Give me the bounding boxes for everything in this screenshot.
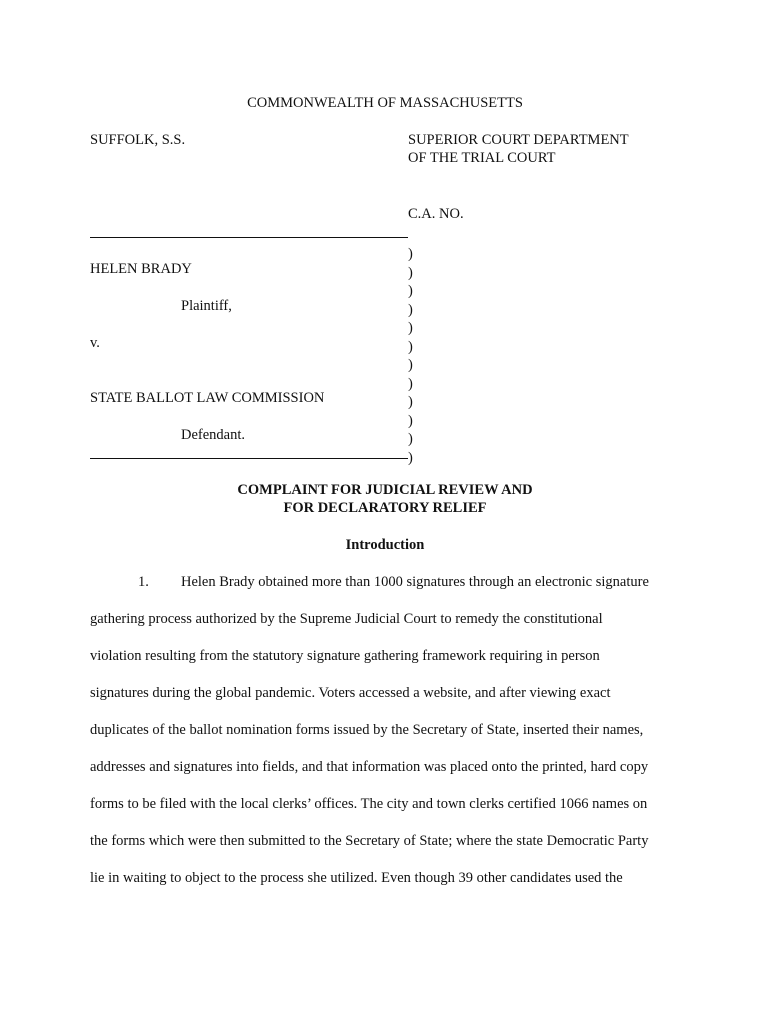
versus-label: v. — [90, 335, 100, 351]
court-name-line2: OF THE TRIAL COURT — [408, 150, 556, 166]
court-name-line1: SUPERIOR COURT DEPARTMENT — [408, 132, 629, 148]
paragraph-line: forms to be filed with the local clerks’ offices. The city and town clerks certified 1066 names on — [90, 796, 648, 812]
caption-paren: ) — [408, 338, 413, 355]
caption-paren: ) — [408, 449, 413, 466]
caption-paren: ) — [408, 246, 413, 262]
paragraph-number: 1. — [138, 574, 149, 590]
commonwealth-heading: COMMONWEALTH OF MASSACHUSETTS — [247, 95, 523, 111]
paragraph-line: the forms which were then submitted to the Secretary of State; where the state Democratic Party — [90, 833, 649, 849]
section-heading: Introduction — [345, 537, 425, 553]
complaint-title-line2: FOR DECLARATORY RELIEF — [283, 500, 487, 516]
caption-paren: ) — [408, 357, 413, 373]
plaintiff-role: Plaintiff, — [181, 298, 232, 314]
paragraph-line: gathering process authorized by the Supreme Judicial Court to remedy the constitutional — [90, 611, 603, 627]
caption-paren: ) — [408, 431, 413, 447]
county-label: SUFFOLK, S.S. — [90, 132, 186, 148]
caption-paren: ) — [408, 412, 413, 429]
caption-bottom-rule — [90, 458, 408, 459]
caption-top-rule — [90, 237, 408, 238]
caption-paren: ) — [408, 394, 413, 410]
caption-paren: ) — [408, 283, 413, 299]
caption-paren: ) — [408, 264, 413, 281]
paragraph-line: duplicates of the ballot nomination forms issued by the Secretary of State, inserted their names, — [90, 722, 644, 738]
caption-paren-column — [408, 245, 428, 467]
paragraph-line: Helen Brady obtained more than 1000 signatures through an electronic signature — [181, 574, 649, 590]
caption-paren: ) — [408, 320, 413, 336]
paragraph-line: addresses and signatures into fields, and that information was placed onto the printed, hard copy — [90, 759, 649, 775]
complaint-title-line1: COMPLAINT FOR JUDICIAL REVIEW AND — [237, 482, 533, 498]
paragraph-line: lie in waiting to object to the process she utilized. Even though 39 other candidates used the — [90, 870, 623, 886]
paragraph-line: signatures during the global pandemic. Voters accessed a website, and after viewing exact — [90, 685, 611, 701]
case-number-label: C.A. NO. — [408, 206, 464, 222]
caption-paren: ) — [408, 301, 413, 318]
defendant-name: STATE BALLOT LAW COMMISSION — [90, 390, 325, 406]
paragraph-line: violation resulting from the statutory signature gathering framework requiring in person — [90, 648, 600, 664]
plaintiff-name: HELEN BRADY — [90, 261, 192, 277]
caption-paren: ) — [408, 375, 413, 392]
defendant-role: Defendant. — [181, 427, 246, 443]
